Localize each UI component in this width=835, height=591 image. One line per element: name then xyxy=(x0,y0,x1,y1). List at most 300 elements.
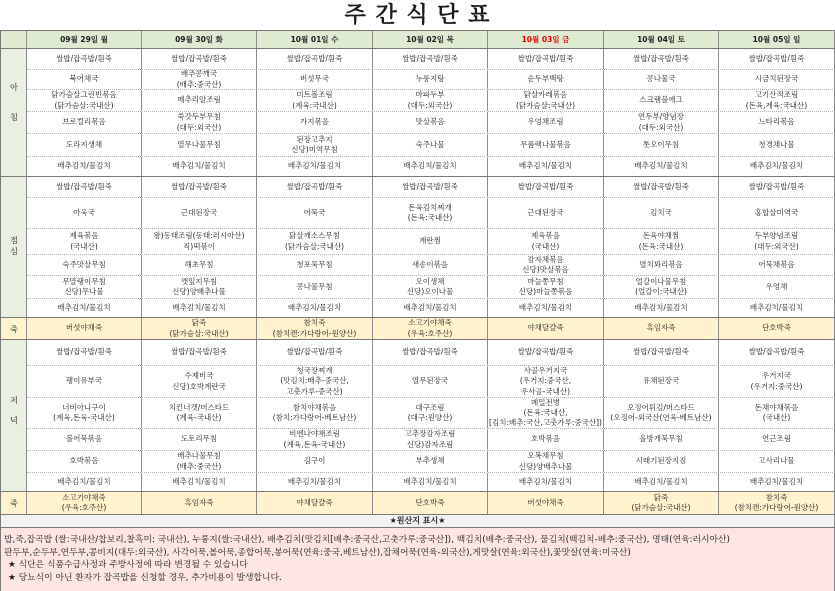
menu-row xyxy=(27,198,835,229)
menu-item: 닭살깨소스무침 xyxy=(289,231,340,241)
menu-item: (맛김치:배추-중국산, xyxy=(280,376,349,386)
menu-row xyxy=(27,340,835,366)
menu-cell xyxy=(257,134,373,156)
menu-item: 참치죽 xyxy=(765,492,788,502)
menu-item: 신당)미역무침 xyxy=(291,145,338,154)
menu-item: 쌀밥/잡곡밥/흰죽 xyxy=(633,53,689,63)
menu-cell xyxy=(373,255,488,275)
menu-item: 돈채야채볶음 xyxy=(754,402,799,412)
menu-item: 쌀밥/잡곡밥/흰죽 xyxy=(171,347,227,357)
menu-item: 새송이볶음 xyxy=(411,259,449,269)
menu-item: 순두부백탕 xyxy=(527,74,564,84)
page-title: 주 간 식 단 표 xyxy=(344,3,491,28)
menu-cell xyxy=(719,492,835,514)
menu-item: 가지볶음 xyxy=(300,117,329,127)
menu-cell xyxy=(488,398,604,428)
menu-row xyxy=(27,473,835,492)
menu-item: 쌀밥/잡곡밥/흰죽 xyxy=(171,53,227,63)
menu-cell xyxy=(257,398,373,428)
menu-item: 닭죽 xyxy=(191,318,207,328)
menu-cell xyxy=(373,198,488,228)
menu-cell xyxy=(719,229,835,254)
menu-row xyxy=(27,177,835,198)
menu-cell xyxy=(373,229,488,254)
menu-item: 소고기야채죽 xyxy=(408,318,452,328)
meal-label-cell xyxy=(0,340,27,492)
menu-cell xyxy=(604,70,719,89)
menu-cell xyxy=(373,49,488,69)
menu-row xyxy=(27,229,835,255)
menu-item: 신당)양배추나물 xyxy=(172,287,226,296)
menu-item: 된장고추지 xyxy=(296,134,333,144)
menu-item: 콩나물무침 xyxy=(296,281,333,291)
menu-cell xyxy=(488,492,604,514)
menu-cell xyxy=(373,90,488,111)
menu-item: 고사리나물 xyxy=(758,456,795,466)
menu-item: 배추김치/물김치 xyxy=(518,476,573,486)
menu-cell xyxy=(27,398,142,428)
menu-item: 두부양념조림 xyxy=(754,231,799,241)
menu-item: (닭가슴살:국내산) xyxy=(54,100,114,110)
menu-cell xyxy=(142,318,257,339)
menu-item: 북어채국 xyxy=(69,74,99,84)
menu-item: 너비아니구이 xyxy=(62,402,106,412)
menu-cell xyxy=(719,276,835,298)
menu-cell xyxy=(488,276,604,298)
meal-label: 점심 xyxy=(9,236,19,258)
menu-cell xyxy=(257,318,373,339)
menu-cell xyxy=(142,134,257,156)
menu-cell xyxy=(373,473,488,491)
menu-cell xyxy=(27,177,142,197)
menu-cell xyxy=(142,340,257,365)
menu-item: 청국장찌개 xyxy=(296,366,333,376)
menu-item: (우거지:중국산, xyxy=(519,376,572,386)
menu-cell xyxy=(719,112,835,133)
menu-item: 배추김치/물김치 xyxy=(287,476,342,486)
menu-cell xyxy=(257,276,373,298)
menu-item: 돈육야채찜 xyxy=(642,231,680,241)
menu-cell xyxy=(604,49,719,69)
menu-item: 쌀밥/잡곡밥/흰죽 xyxy=(286,181,343,191)
menu-item: 배추김치/물김치 xyxy=(634,161,688,171)
menu-item: 청경채나물 xyxy=(758,139,795,149)
notice-line: ★ 식단은 식품수급사정과 주방사정에 따라 변경될 수 있습니다 xyxy=(8,560,248,571)
menu-cell xyxy=(257,90,373,111)
menu-cell xyxy=(604,318,719,339)
menu-cell xyxy=(719,473,835,491)
menu-item: 배추김치/물김치 xyxy=(403,161,457,171)
menu-cell xyxy=(257,451,373,472)
menu-row xyxy=(27,398,835,429)
menu-item: 쌀밥/잡곡밥/흰죽 xyxy=(56,181,112,191)
menu-cell xyxy=(257,340,373,365)
menu-item: 고기산적조림 xyxy=(754,90,799,100)
meal-label: 아침 xyxy=(9,82,19,143)
menu-item: 숙주나물 xyxy=(415,139,445,149)
menu-item: 톳오이무침 xyxy=(642,139,680,149)
menu-cell xyxy=(488,473,604,491)
section-breakfast xyxy=(0,49,835,177)
menu-row xyxy=(27,134,835,157)
menu-item: 제육볶음 xyxy=(531,231,560,241)
menu-item: 맛살볶음 xyxy=(415,117,445,127)
menu-cell xyxy=(257,299,373,317)
menu-row xyxy=(27,492,835,515)
menu-cell xyxy=(719,49,835,69)
menu-cell xyxy=(488,255,604,275)
meal-label-cell xyxy=(0,492,27,515)
day-header: 10월 04일 토 xyxy=(604,31,719,48)
menu-item: 신당)감자조림 xyxy=(406,439,454,449)
menu-item: 메추리알조림 xyxy=(177,95,221,105)
menu-cell xyxy=(142,492,257,514)
menu-item: (대두:외국산) xyxy=(176,122,222,132)
menu-item: 열무된장국 xyxy=(411,376,449,386)
menu-cell xyxy=(27,366,142,397)
menu-item: 신당)호박계란국 xyxy=(172,381,226,391)
menu-item: 볼어묵볶음 xyxy=(65,434,103,444)
menu-cell xyxy=(142,157,257,176)
menu-item: 올방개묵무침 xyxy=(639,434,683,444)
menu-cell xyxy=(257,70,373,89)
menu-cell xyxy=(373,112,488,133)
menu-item: 우엉채조림 xyxy=(527,117,564,127)
menu-cell xyxy=(27,429,142,450)
menu-item: 홍합살미역국 xyxy=(754,207,799,217)
menu-item: 배추김치/물김치 xyxy=(172,302,226,312)
menu-item: 치킨너겟/머스타드 xyxy=(168,402,230,412)
menu-cell xyxy=(373,429,488,450)
menu-item: 신당)무나물 xyxy=(64,287,104,296)
menu-item: 쌀밥/잡곡밥/흰죽 xyxy=(56,347,112,357)
meal-label: 저녁 xyxy=(9,395,19,436)
menu-item: 대구조림 xyxy=(415,402,445,412)
menu-item: 배추김치/물김치 xyxy=(172,476,226,486)
menu-item: 배추김치/물김치 xyxy=(172,161,226,171)
day-header-holiday: 10월 03일 금 xyxy=(488,31,604,48)
menu-item: 얼갈이나물무침 xyxy=(635,276,687,286)
menu-item: 배추김치/물김치 xyxy=(518,302,573,312)
menu-item: (돈육:국내산, xyxy=(523,407,568,417)
menu-item: 쌀밥/잡곡밥/흰죽 xyxy=(517,53,574,63)
origin-line: 판두부,순두부,연두부,콩비지(대두:외국산), 사각어묵,볼어묵,종합어묵,봉어묵(연육:중국,베트남산),잡채어묵(연육-외국산),게맛살(연육:외국산),꽃맛살(연육:미국산) xyxy=(4,547,631,558)
menu-item: 도라지생채 xyxy=(65,139,103,149)
menu-cell xyxy=(142,177,257,197)
menu-cell xyxy=(27,451,142,472)
menu-item: 호박볶음 xyxy=(531,434,560,444)
menu-item: (참치:가다랑어-베트남산) xyxy=(272,413,357,422)
menu-item: 오이생채 xyxy=(415,276,445,286)
menu-item: 참치야채볶음 xyxy=(292,402,337,412)
menu-item: 열무나물무침 xyxy=(177,139,221,149)
menu-row xyxy=(27,299,835,318)
menu-item: 연두부/양념장 xyxy=(638,112,684,122)
menu-cell xyxy=(142,299,257,317)
menu-cell xyxy=(142,276,257,298)
menu-cell xyxy=(604,229,719,254)
menu-item: 흑임자죽 xyxy=(184,497,214,507)
menu-item: [김치:배추:국산,고춧가루:중국산]) xyxy=(489,418,602,428)
menu-cell xyxy=(604,299,719,317)
menu-item: (돈육,계육:국내산) xyxy=(745,100,808,110)
menu-cell xyxy=(142,70,257,89)
menu-item: 아욱국 xyxy=(73,207,95,217)
menu-cell xyxy=(373,299,488,317)
menu-cell xyxy=(604,157,719,176)
meal-table xyxy=(0,49,835,515)
menu-item: (대두:외국산) xyxy=(638,122,684,132)
menu-item: 배추콩깨국 xyxy=(180,70,218,79)
menu-cell xyxy=(373,70,488,89)
menu-item: (국내산) xyxy=(531,241,560,251)
menu-cell xyxy=(488,49,604,69)
menu-item: 쌀밥/잡곡밥/흰죽 xyxy=(402,181,458,191)
menu-item: 배추김치/물김치 xyxy=(403,302,457,312)
menu-item: 신당)마늘쫑볶음 xyxy=(518,287,573,296)
menu-item: 닭살카레볶음 xyxy=(523,90,568,100)
menu-item: (참치캔:가다랑어-원양산) xyxy=(734,503,819,512)
menu-item: 고춧가루-중국산) xyxy=(286,386,343,396)
menu-cell xyxy=(604,255,719,275)
meal-label-cell xyxy=(0,177,27,318)
menu-item: (우육:호주산) xyxy=(61,503,107,512)
menu-item: 쌀밥/잡곡밥/흰죽 xyxy=(56,53,112,63)
meal-label-cell xyxy=(0,318,27,340)
menu-cell xyxy=(373,157,488,176)
menu-item: 소고기야채죽 xyxy=(62,492,106,502)
menu-item: 비엔나야채조림 xyxy=(289,429,340,439)
origin-heading: ★원산지 표시★ xyxy=(0,515,835,528)
menu-cell xyxy=(488,318,604,339)
menu-cell xyxy=(142,112,257,133)
menu-item: 신당)맛살볶음 xyxy=(522,265,569,274)
menu-cell xyxy=(257,255,373,275)
menu-item: 흑임자죽 xyxy=(646,323,676,333)
menu-cell xyxy=(257,429,373,450)
menu-cell xyxy=(719,255,835,275)
menu-cell xyxy=(373,398,488,428)
menu-item: 쌀밥/잡곡밥/흰죽 xyxy=(286,53,343,63)
menu-cell xyxy=(488,451,604,472)
menu-cell xyxy=(719,451,835,472)
menu-item: (닭가슴살:국내산) xyxy=(515,100,576,110)
menu-item: 무말랭이무침 xyxy=(62,276,106,286)
menu-item: (얼갈이:국내산) xyxy=(635,287,687,296)
menu-cell xyxy=(373,492,488,514)
menu-cell xyxy=(719,318,835,339)
menu-item: 배추김치/물김치 xyxy=(403,476,457,486)
menu-cell xyxy=(27,134,142,156)
menu-cell xyxy=(142,229,257,254)
section-dinner xyxy=(0,340,835,492)
menu-item: 유채된장국 xyxy=(642,376,680,386)
menu-cell xyxy=(27,49,142,69)
menu-item: (돈육:국내산) xyxy=(407,213,453,222)
menu-cell xyxy=(257,492,373,514)
menu-item: 야채달걀죽 xyxy=(527,323,564,333)
menu-item: 스크램블에그 xyxy=(639,95,683,105)
menu-item: 쌀밥/잡곡밥/흰죽 xyxy=(517,347,574,357)
menu-cell xyxy=(719,157,835,176)
menu-cell xyxy=(257,198,373,228)
menu-item: 배추김치/물김치 xyxy=(518,161,573,171)
menu-cell xyxy=(257,177,373,197)
menu-item: (계육-국내산) xyxy=(176,413,222,422)
menu-item: 콩나물국 xyxy=(646,74,676,84)
meal-label: 죽 xyxy=(9,499,19,507)
menu-cell xyxy=(27,70,142,89)
menu-item: 오징어튀김/머스타드 xyxy=(627,402,695,412)
menu-item: (닭가슴살:국내산) xyxy=(169,328,229,338)
menu-item: 배추김치/물김치 xyxy=(749,302,804,312)
menu-cell xyxy=(142,255,257,275)
menu-cell xyxy=(488,90,604,111)
menu-cell xyxy=(142,49,257,69)
menu-item: 사골우거지국 xyxy=(523,366,568,376)
menu-cell xyxy=(719,134,835,156)
menu-cell xyxy=(604,429,719,450)
menu-cell xyxy=(719,340,835,365)
menu-item: 배추김치/물김치 xyxy=(57,161,111,171)
menu-item: (닭가슴살:국내산) xyxy=(284,241,345,251)
menu-item: (계육:국내산) xyxy=(292,100,337,110)
menu-item: 직)떡볶이 xyxy=(183,241,215,251)
menu-cell xyxy=(142,398,257,428)
menu-item: 쌀밥/잡곡밥/흰죽 xyxy=(286,347,343,357)
day-header: 10월 05일 일 xyxy=(719,31,835,48)
menu-item: 수제비국 xyxy=(184,371,214,381)
menu-item: (닭가슴살:국내산) xyxy=(631,503,691,512)
menu-cell xyxy=(719,429,835,450)
menu-cell xyxy=(27,255,142,275)
menu-cell xyxy=(719,366,835,397)
menu-item: 시금치된장국 xyxy=(754,74,799,84)
menu-item: 팽이유부국 xyxy=(65,376,103,386)
menu-cell xyxy=(27,112,142,133)
menu-item: 닭가슴살그린빈볶음 xyxy=(51,90,117,100)
menu-cell xyxy=(604,340,719,365)
menu-cell xyxy=(488,299,604,317)
menu-item: 제육볶음 xyxy=(69,231,99,241)
section-porridge xyxy=(0,318,835,340)
menu-row xyxy=(27,366,835,398)
notice-line: ★ 당뇨식이 아닌 환자가 잡곡밥을 신청할 경우, 추가비용이 발생합니다. xyxy=(8,572,282,583)
menu-item: 청포묵무침 xyxy=(296,259,333,269)
menu-item: 계란찜 xyxy=(419,236,441,246)
menu-item: 배추김치/물김치 xyxy=(749,161,804,171)
menu-cell xyxy=(257,229,373,254)
menu-item: 배추김치/물김치 xyxy=(287,161,342,171)
day-header-row xyxy=(0,30,835,49)
menu-cell xyxy=(604,473,719,491)
menu-item: 쌀밥/잡곡밥/흰죽 xyxy=(748,53,805,63)
meal-label: 죽 xyxy=(9,324,19,333)
menu-cell xyxy=(488,366,604,397)
menu-row xyxy=(27,90,835,112)
menu-cell xyxy=(719,398,835,428)
menu-row xyxy=(27,157,835,177)
menu-cell xyxy=(142,198,257,228)
menu-item: 배추김치/물김치 xyxy=(287,302,342,312)
menu-item: 시래기된장지짐 xyxy=(635,456,687,466)
menu-item: 배추김치/물김치 xyxy=(749,476,804,486)
menu-item: 쌀밥/잡곡밥/흰죽 xyxy=(748,181,805,191)
menu-item: 어묵채볶음 xyxy=(758,259,795,269)
menu-item: 신당)오이나물 xyxy=(406,287,454,296)
day-header: 09월 29일 월 xyxy=(27,31,142,48)
menu-item: 미트볼조림 xyxy=(296,90,333,100)
menu-item: (대두:외국산) xyxy=(407,100,453,110)
menu-item: (참치캔:가다랑어-원양산) xyxy=(272,328,357,338)
menu-item: 배추김치/물김치 xyxy=(634,302,688,312)
menu-item: 마파두부 xyxy=(415,90,445,100)
menu-item: 숙주맛살무침 xyxy=(62,259,106,269)
menu-row xyxy=(27,49,835,70)
meal-label-cell xyxy=(0,49,27,177)
menu-cell xyxy=(27,198,142,228)
menu-item: (우거지:중국산) xyxy=(750,381,803,391)
menu-item: 김구이 xyxy=(303,456,326,466)
menu-cell xyxy=(488,177,604,197)
menu-item: (계육,돈육-국내산) xyxy=(53,413,115,422)
menu-cell xyxy=(142,473,257,491)
menu-cell xyxy=(373,451,488,472)
menu-cell xyxy=(604,198,719,228)
menu-cell xyxy=(719,90,835,111)
menu-cell xyxy=(257,157,373,176)
menu-cell xyxy=(142,366,257,397)
menu-item: 쌀밥/잡곡밥/흰죽 xyxy=(633,347,689,357)
menu-cell xyxy=(27,299,142,317)
menu-cell xyxy=(719,177,835,197)
menu-item: (오징어-외국산(연육-베트남산) xyxy=(610,413,712,422)
menu-item: 닭죽 xyxy=(653,492,669,502)
menu-item: 쌀밥/잡곡밥/흰죽 xyxy=(633,181,689,191)
day-header: 10월 01일 수 xyxy=(257,31,373,48)
menu-item: 감자채볶음 xyxy=(527,255,564,264)
menu-cell xyxy=(604,276,719,298)
menu-item: 근대된장국 xyxy=(180,207,218,217)
menu-cell xyxy=(604,451,719,472)
menu-item: 배추김치/물김치 xyxy=(57,476,111,486)
day-header: 09월 30일 화 xyxy=(142,31,257,48)
menu-item: (배추:중국산) xyxy=(176,461,222,471)
menu-item: 해초무침 xyxy=(184,259,214,269)
menu-cell xyxy=(488,157,604,176)
menu-item: 배추나물무침 xyxy=(177,451,221,461)
menu-item: 누룽지탕 xyxy=(415,74,445,84)
section-porridge xyxy=(0,492,835,515)
menu-item: 왕)동태조림(동태:러시아산) xyxy=(153,231,245,241)
menu-cell xyxy=(257,112,373,133)
menu-item: 연근조림 xyxy=(762,434,791,444)
menu-cell xyxy=(488,340,604,365)
menu-row xyxy=(27,112,835,134)
menu-item: 고추장감자조림 xyxy=(404,429,456,439)
menu-cell xyxy=(257,49,373,69)
menu-cell xyxy=(719,70,835,89)
menu-cell xyxy=(488,112,604,133)
menu-cell xyxy=(373,177,488,197)
menu-cell xyxy=(604,134,719,156)
menu-item: (대두:외국산) xyxy=(754,241,799,251)
menu-item: 배추김치/물김치 xyxy=(634,476,688,486)
origin-line: 밥,죽,잡곡밥 (쌀:국내산/찹보리,찰흑미: 국내산), 누룽지(쌀:국내산), 배추김치(맛김치[배추:중국산,고춧가루:중국산]), 백김치(배추:중국산), 물김치(백김치-배추:중국산), 명태(연육:러시아산) xyxy=(4,535,730,545)
origin-footer xyxy=(0,528,835,591)
menu-item: 우엉채 xyxy=(765,281,788,291)
menu-item: 버섯야채죽 xyxy=(527,497,564,507)
